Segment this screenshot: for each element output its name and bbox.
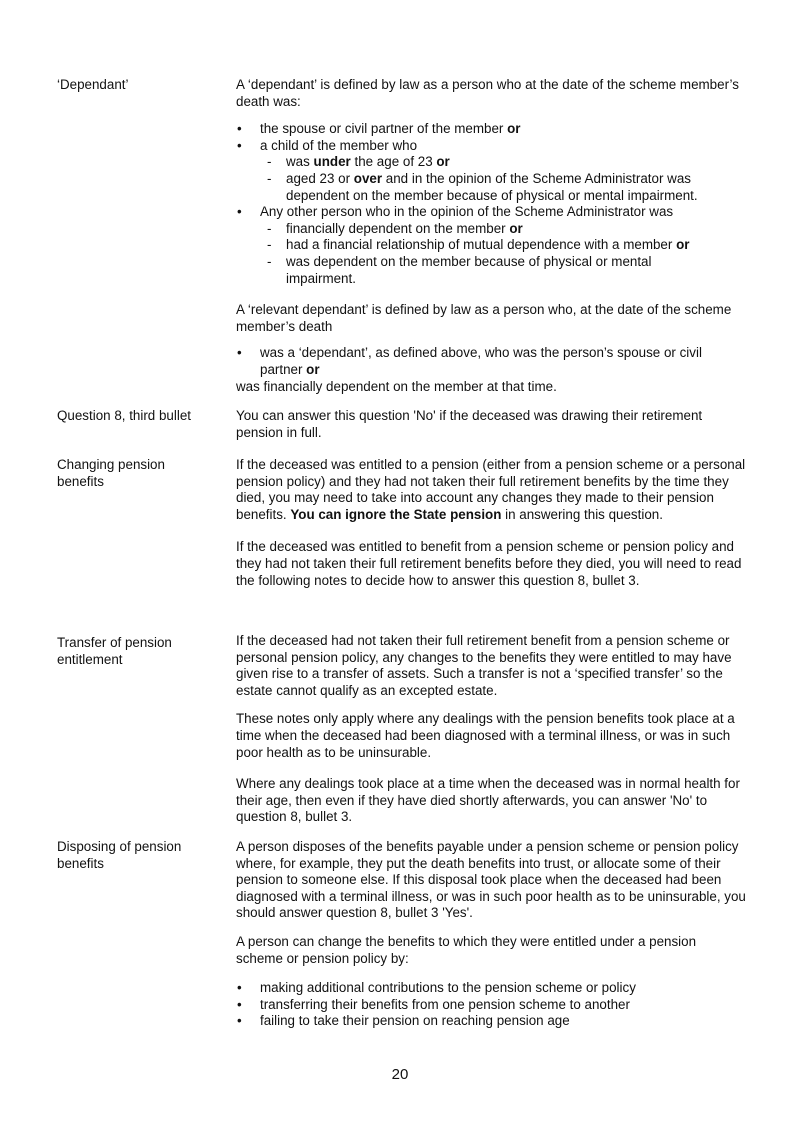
definition-dependant <box>236 77 746 395</box>
relevant-bullets <box>236 345 746 378</box>
transfer-para-3: Where any dealings took place at a time when the deceased was in normal health for their age, then even if they have died shortly afterwards, you can answer 'No' to question 8, bullet 3. <box>236 776 740 825</box>
list-item: - was dependent on the member because of physical or mental impairment. <box>260 254 746 287</box>
list-item: - financially dependent on the member or <box>260 221 746 238</box>
dependant-intro: A ‘dependant’ is defined by law as a person who at the date of the scheme member’s death was: <box>236 77 739 109</box>
definition-question-8 <box>236 408 746 441</box>
list-item: - was under the age of 23 or <box>260 154 746 171</box>
dash-list <box>260 154 746 204</box>
relevant-dependant-intro: A ‘relevant dependant’ is defined by law as a person who, at the date of the scheme member’s death <box>236 302 732 334</box>
disposing-para-1: A person disposes of the benefits payable under a pension scheme or pension policy where, for example, they put the death benefits into trust, or allocate some of their pension to someone else. If this disposal took place when the deceased had been diagnosed with a terminal illness, or was in such poor health as to be uninsurable, you should answer question 8, bullet 3 'Yes'. <box>236 839 746 921</box>
list-item: - aged 23 or over and in the opinion of the Scheme Administrator was dependent on the member because of physical or mental impairment. <box>260 171 746 204</box>
term-dependant: ‘Dependant’ <box>57 77 129 92</box>
dash-list <box>260 221 746 287</box>
transfer-para-1: If the deceased had not taken their full retirement benefit from a pension scheme or personal pension policy, any changes to the benefits they were entitled to may have given rise to a transfer of assets. Such a transfer is not a ‘specified transfer’ so the estate cannot qualify as an excepted estate. <box>236 633 732 698</box>
transfer-para-2: These notes only apply where any dealings with the pension benefits took place at a time when the deceased had been diagnosed with a terminal illness, or was in such poor health as to be uninsurable. <box>236 711 735 760</box>
changing-para-2: If the deceased was entitled to benefit from a pension scheme or pension policy and they had not taken their full retirement benefits before they died, you will need to read the following notes to decide how to answer this question 8, bullet 3. <box>236 539 742 588</box>
list-item: • was a ‘dependant’, as defined above, who was the person’s spouse or civil partner or <box>236 345 746 378</box>
term-transfer-of-pension: Transfer of pension entitlement <box>57 635 172 667</box>
definition-changing-pension-benefits <box>236 457 746 589</box>
list-item: • Any other person who in the opinion of the Scheme Administrator was - financially dependent on the member or - had a financial relationship of mutual dependence with a member or - was dependent on the member because of physical or mental impairment. <box>236 204 746 287</box>
list-item: • a child of the member who - was under the age of 23 or - aged 23 or over and in the opinion of the Scheme Administrator was dependent on the member because of physical or mental impairment. <box>236 138 746 204</box>
page-number: 20 <box>391 1066 409 1083</box>
list-item: • the spouse or civil partner of the member or <box>236 121 746 138</box>
relevant-tail: was financially dependent on the member at that time. <box>236 378 557 394</box>
disposing-para-2: A person can change the benefits to which they were entitled under a pension scheme or pension policy by: <box>236 933 697 966</box>
list-item: • making additional contributions to the pension scheme or policy <box>236 980 746 997</box>
disposing-bullets <box>236 980 746 1030</box>
question-8-text: You can answer this question 'No' if the deceased was drawing their retirement pension in full. <box>236 408 703 440</box>
definition-transfer-of-pension <box>236 633 746 826</box>
list-item: • failing to take their pension on reaching pension age <box>236 1013 746 1030</box>
dependant-bullets <box>236 121 746 287</box>
changing-para-1: If the deceased was entitled to a pension (either from a pension scheme or a personal pension policy) and they had not taken their full retirement benefits by the time they died, you may need to take into account any changes they made to their pension benefits. You can ignore the State pension in answering this question. <box>236 457 746 522</box>
list-item: • transferring their benefits from one pension scheme to another <box>236 997 746 1014</box>
definition-disposing-of-pension <box>236 839 746 1030</box>
term-question-8: Question 8, third bullet <box>57 408 191 423</box>
term-changing-pension-benefits: Changing pension benefits <box>57 457 165 489</box>
list-item: - had a financial relationship of mutual dependence with a member or <box>260 237 746 254</box>
term-disposing-of-pension: Disposing of pension benefits <box>57 839 182 871</box>
